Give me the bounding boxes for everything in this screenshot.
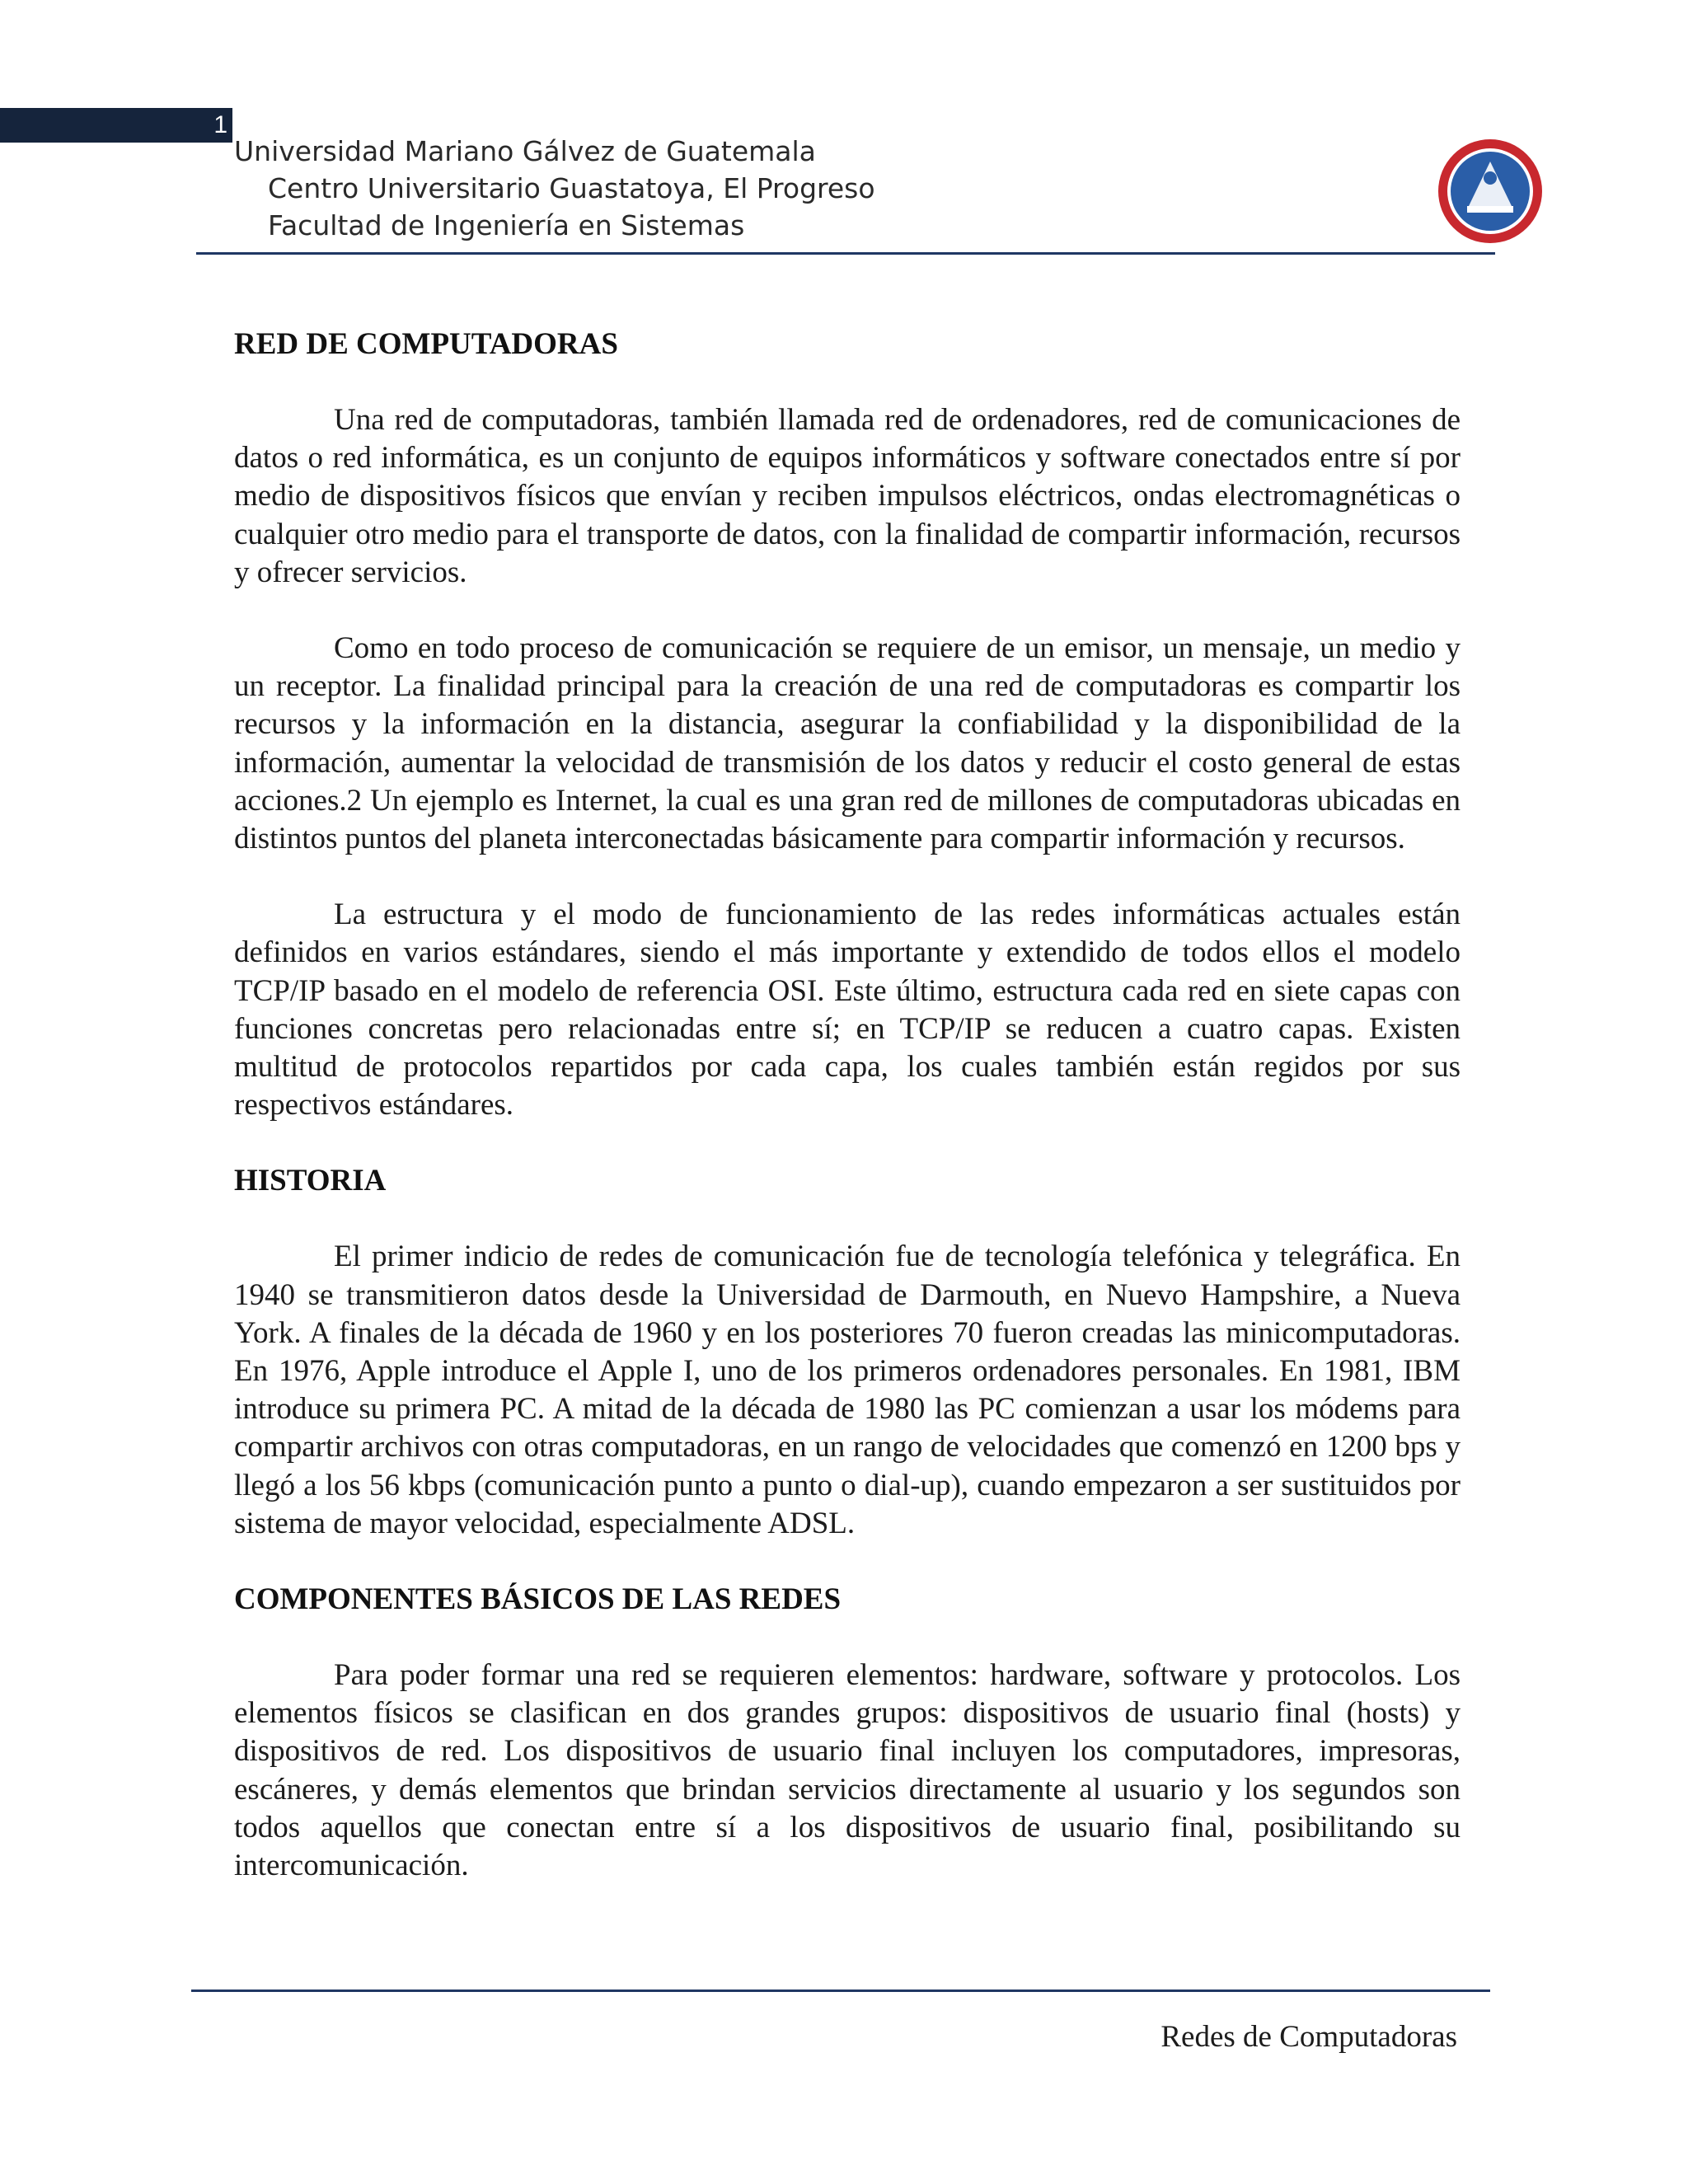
section-heading-red-de-computadoras: RED DE COMPUTADORAS [234,327,618,361]
paragraph: Como en todo proceso de comunicación se requiere de un emisor, un mensaje, un medio y un receptor. La finalidad principal para la creación de una red de computadoras es compartir los recursos y la información en la distancia, asegurar la confiabilidad y la disponibilidad de la información, aumentar la velocidad de transmisión de los datos y reducir el costo general de estas acciones.2 Un ejemplo es Internet, la cual es una gran red de millones de computadoras ubicadas en distintos puntos del planeta interconectadas básicamente para compartir información y recursos. [234,631,1461,856]
paragraph: La estructura y el modo de funcionamiento de las redes informáticas actuales están definidos en varios estándares, siendo el más importante y extendido de todos ellos el modelo TCP/IP basado en el modelo de referencia OSI. Este último, estructura cada red en siete capas con funciones concretas pero relacionadas entre sí; en TCP/IP se reducen a cuatro capas. Existen multitud de protocolos repartidos por cada capa, los cuales también están regidos por sus respectivos estándares. [234,898,1461,1122]
section-heading-componentes: COMPONENTES BÁSICOS DE LAS REDES [234,1582,842,1617]
header-center: Centro Universitario Guastatoya, El Progreso [268,172,875,204]
paragraph: El primer indicio de redes de comunicación fue de tecnología telefónica y telegráfica. En 1940 se transmitieron datos desde la Universidad de Darmouth, en Nuevo Hampshire, a Nueva York. A finales de la década de 1960 y en los posteriores 70 fueron creadas las minicomputadoras. En 1976, Apple introduce el Apple I, uno de los primeros ordenadores personales. En 1981, IBM introduce su primera PC. A mitad de la década de 1980 las PC comienzan a usar los módems para compartir archivos con otras computadoras, en un rango de velocidades que comenzó en 1200 bps y llegó a los 56 kbps (comunicación punto a punto o dial-up), cuando empezaron a ser sustituidos por sistema de mayor velocidad, especialmente ADSL. [234,1240,1461,1540]
document-body [234,326,1461,1885]
header-rule [196,252,1495,255]
paragraph: Una red de computadoras, también llamada red de ordenadores, red de comunicaciones de datos o red informática, es un conjunto de equipos informáticos y software conectados entre sí por medio de dispositivos físicos que envían y reciben impulsos eléctricos, ondas electromagnéticas o cualquier otro medio para el transporte de datos, con la finalidad de compartir información, recursos y ofrecer servicios. [234,403,1461,589]
header-university: Universidad Mariano Gálvez de Guatemala [234,135,816,167]
university-seal-icon [1436,137,1545,246]
paragraph: Para poder formar una red se requieren elementos: hardware, software y protocolos. Los elementos físicos se clasifican en dos grandes grupos: dispositivos de usuario final (hosts) y dispositivos de red. Los dispositivos de usuario final incluyen los computadores, impresoras, escáneres, y demás elementos que brindan servicios directamente al usuario y los segundos son todos aquellos que conectan entre sí a los dispositivos de usuario final, posibilitando su intercomunicación. [234,1658,1461,1883]
page-number: 1 [213,111,227,138]
footer-rule [191,1990,1490,1992]
header-faculty: Facultad de Ingeniería en Sistemas [268,209,745,241]
section-heading-historia: HISTORIA [234,1164,387,1198]
page-header [0,0,1688,264]
footer-title: Redes de Computadoras [1160,2020,1457,2054]
